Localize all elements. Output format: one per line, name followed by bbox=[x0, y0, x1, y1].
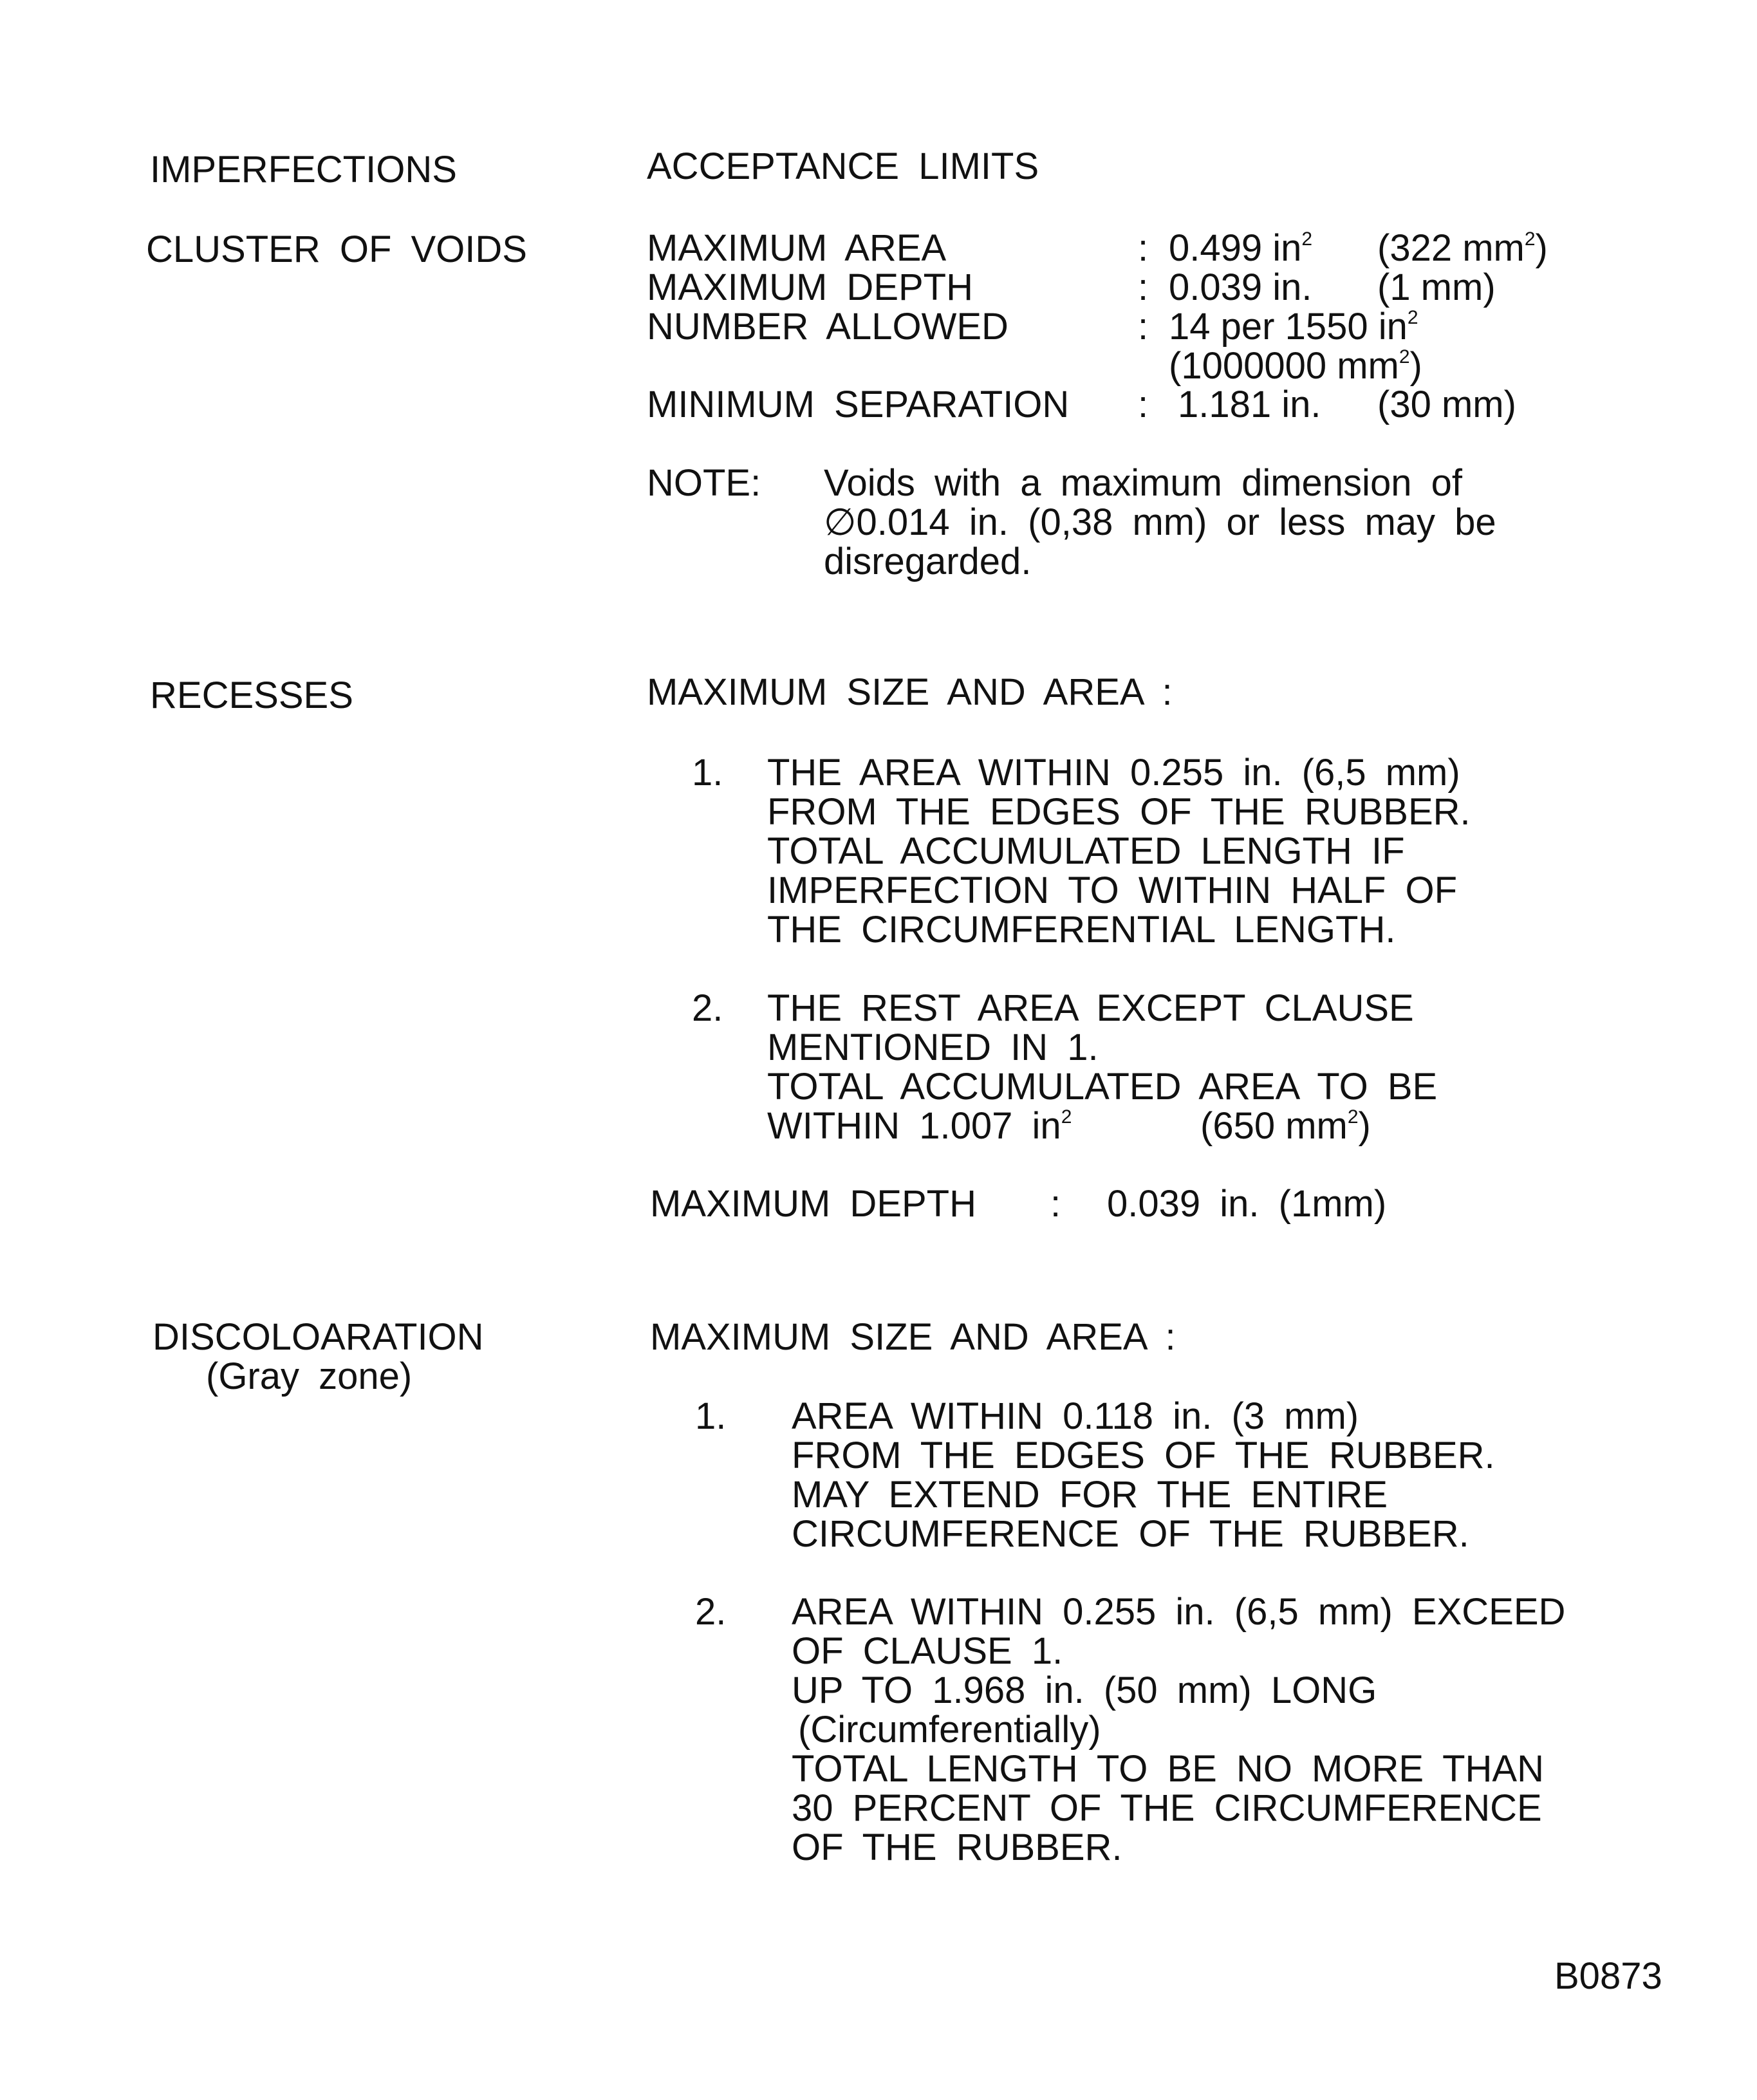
discoloration-item-2-line: UP TO 1.968 in. (50 mm) LONG bbox=[792, 1669, 1377, 1711]
max-depth-value: 0.039 in. bbox=[1169, 266, 1312, 308]
note-line-2: ∅0.014 in. (0,38 mm) or less may be bbox=[824, 501, 1496, 543]
recesses-max-depth-colon: : bbox=[1050, 1183, 1061, 1225]
recesses-item-2-line: TOTAL ACCUMULATED AREA TO BE bbox=[767, 1066, 1438, 1108]
discoloration-item-2-line: AREA WITHIN 0.255 in. (6,5 mm) EXCEED bbox=[792, 1591, 1566, 1633]
discoloration-item-1-line: CIRCUMFERENCE OF THE RUBBER. bbox=[792, 1513, 1469, 1555]
max-area-alt: (322 $mm^2$) bbox=[1377, 227, 1548, 269]
recesses-item-1-line: FROM THE EDGES OF THE RUBBER. bbox=[767, 791, 1471, 833]
discoloration-item-2-line: OF THE RUBBER. bbox=[792, 1826, 1122, 1868]
recesses-item-1-line: IMPERFECTION TO WITHIN HALF OF bbox=[767, 869, 1458, 911]
recesses-item-2-line-area-metric: (650 $mm^2$) bbox=[1200, 1105, 1371, 1147]
number-allowed-colon: : bbox=[1138, 306, 1149, 348]
note-line-1: Voids with a maximum dimension of bbox=[824, 462, 1462, 504]
max-area-value: 0.499 $in^2$ bbox=[1169, 227, 1313, 269]
recesses-item-1-line: TOTAL ACCUMULATED LENGTH IF bbox=[767, 830, 1405, 872]
number-allowed-value: 14 per 1550 $in^2$ bbox=[1169, 306, 1418, 348]
min-separation-value: 1.181 in. bbox=[1178, 384, 1321, 425]
recesses-max-depth-value: 0.039 in. (1mm) bbox=[1107, 1183, 1387, 1225]
acceptance-limits-heading: ACCEPTANCE LIMITS bbox=[647, 145, 1039, 187]
recesses-label: RECESSES bbox=[150, 674, 353, 716]
max-area-colon: : bbox=[1138, 227, 1149, 269]
discoloration-item-2-number: 2. bbox=[695, 1591, 727, 1633]
recesses-item-2-number: 2. bbox=[692, 987, 723, 1029]
imperfections-heading: IMPERFECTIONS bbox=[150, 149, 457, 190]
discoloration-item-1-line: AREA WITHIN 0.118 in. (3 mm) bbox=[792, 1395, 1359, 1437]
recesses-item-2-line-area: WITHIN 1.007 $in^2$ bbox=[767, 1105, 1072, 1147]
discoloration-sublabel: (Gray zone) bbox=[206, 1355, 413, 1397]
recesses-item-2-line: THE REST AREA EXCEPT CLAUSE bbox=[767, 987, 1414, 1029]
max-depth-colon: : bbox=[1138, 266, 1149, 308]
discoloration-item-1-number: 1. bbox=[695, 1395, 727, 1437]
max-area-label: MAXIMUM AREA bbox=[647, 227, 947, 269]
max-depth-label: MAXIMUM DEPTH bbox=[647, 266, 973, 308]
number-allowed-value-metric: (1000000 $mm^2$) bbox=[1169, 345, 1422, 387]
figure-code: B0873 bbox=[1554, 1955, 1662, 1997]
note-label: NOTE: bbox=[647, 462, 761, 504]
recesses-item-1-line: THE CIRCUMFERENTIAL LENGTH. bbox=[767, 909, 1396, 951]
discoloration-item-1-line: FROM THE EDGES OF THE RUBBER. bbox=[792, 1435, 1495, 1476]
recesses-item-1-line: THE AREA WITHIN 0.255 in. (6,5 mm) bbox=[767, 752, 1460, 794]
max-depth-alt: (1 mm) bbox=[1377, 266, 1496, 308]
recesses-item-2-line: MENTIONED IN 1. bbox=[767, 1027, 1099, 1068]
min-separation-colon: : bbox=[1138, 384, 1149, 425]
discoloration-item-2-line: 30 PERCENT OF THE CIRCUMFERENCE bbox=[792, 1787, 1542, 1829]
discoloration-label: DISCOLOARATION bbox=[153, 1316, 484, 1358]
discoloration-item-2-line: TOTAL LENGTH TO BE NO MORE THAN bbox=[792, 1748, 1545, 1790]
recesses-max-depth-label: MAXIMUM DEPTH bbox=[650, 1183, 976, 1225]
number-allowed-label: NUMBER ALLOWED bbox=[647, 306, 1009, 348]
min-separation-alt: (30 mm) bbox=[1377, 384, 1516, 425]
cluster-of-voids-label: CLUSTER OF VOIDS bbox=[146, 228, 527, 270]
recesses-item-1-number: 1. bbox=[692, 752, 723, 794]
discoloration-heading: MAXIMUM SIZE AND AREA : bbox=[650, 1316, 1176, 1358]
recesses-heading: MAXIMUM SIZE AND AREA : bbox=[647, 671, 1173, 713]
discoloration-item-2-line: OF CLAUSE 1. bbox=[792, 1630, 1063, 1672]
min-separation-label: MINIMUM SEPARATION bbox=[647, 384, 1070, 425]
note-line-3: disregarded. bbox=[824, 541, 1032, 582]
discoloration-item-1-line: MAY EXTEND FOR THE ENTIRE bbox=[792, 1474, 1388, 1516]
discoloration-item-2-line: (Circumferentially) bbox=[798, 1709, 1101, 1751]
